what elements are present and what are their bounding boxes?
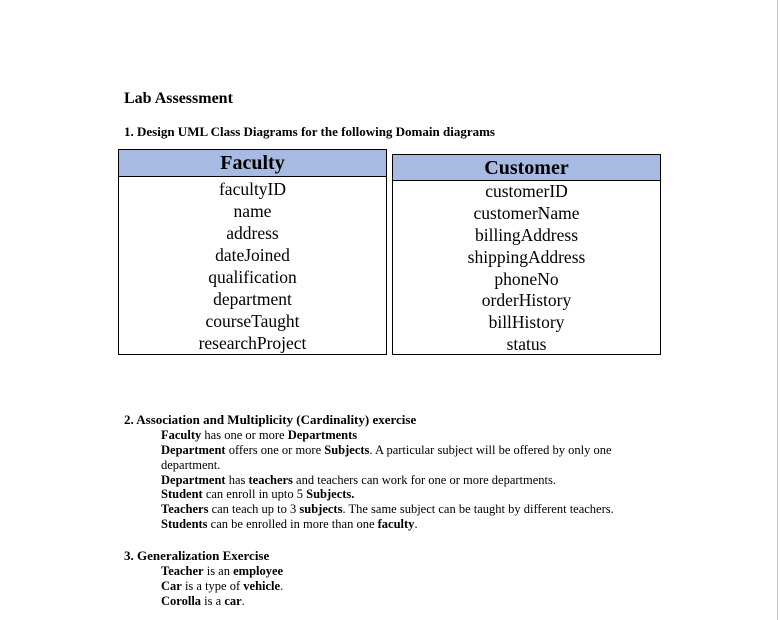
- association-line-5: [161, 502, 614, 517]
- generalization-line-1: [161, 564, 283, 579]
- customer-class-name: Customer: [393, 155, 660, 181]
- faculty-attribute: qualification: [208, 267, 297, 287]
- customer-attribute: orderHistory: [481, 290, 572, 311]
- bold-term: Subjects.: [306, 487, 355, 501]
- bold-term: teachers: [248, 473, 293, 487]
- customer-attribute: customerName: [473, 202, 580, 223]
- bold-term: Teacher: [161, 564, 204, 578]
- faculty-attribute: department: [213, 289, 292, 309]
- bold-term: car: [224, 594, 242, 608]
- association-line-2-continued: [161, 458, 220, 473]
- plain-text: can be enrolled in more than one: [207, 517, 378, 531]
- plain-text: is a: [201, 594, 225, 608]
- plain-text: is a type of: [181, 579, 244, 593]
- association-line-6: [161, 517, 418, 532]
- plain-text: can teach up to 3: [208, 502, 300, 516]
- bold-term: vehicle: [243, 579, 281, 593]
- plain-text: is an: [203, 564, 234, 578]
- bold-term: faculty: [377, 517, 415, 531]
- customer-class-diagram: [392, 154, 661, 355]
- bold-term: Teachers: [161, 502, 209, 516]
- plain-text: . The same subject can be taught by different teachers.: [342, 502, 614, 516]
- plain-text: .: [241, 594, 245, 608]
- faculty-attribute: address: [226, 223, 279, 243]
- faculty-class-name: Faculty: [119, 150, 386, 177]
- generalization-line-2: [161, 579, 283, 594]
- bold-term: Corolla: [161, 594, 202, 608]
- bold-term: subjects: [299, 502, 343, 516]
- bold-term: Subjects: [324, 443, 370, 457]
- bold-term: employee: [233, 564, 284, 578]
- plain-text: department.: [161, 458, 221, 472]
- customer-attribute: phoneNo: [494, 268, 559, 289]
- plain-text: has one or more: [201, 428, 288, 442]
- bold-term: Student: [161, 487, 203, 501]
- faculty-class-diagram: [118, 149, 387, 355]
- faculty-attribute-list: [119, 177, 386, 354]
- association-line-2: [161, 443, 612, 458]
- association-line-3: [161, 473, 556, 488]
- plain-text: and teachers can work for one or more departments.: [292, 473, 557, 487]
- section-3-heading: 3. Generalization Exercise: [124, 548, 270, 563]
- document-title: Lab Assessment: [124, 90, 233, 107]
- customer-attribute: status: [506, 334, 547, 355]
- association-line-4: [161, 487, 354, 502]
- customer-attribute: billingAddress: [474, 224, 579, 245]
- page-edge-line: [777, 0, 778, 620]
- plain-text: offers one or more: [225, 443, 325, 457]
- plain-text: .: [280, 579, 284, 593]
- bold-term: Departments: [287, 428, 358, 442]
- bold-term: Department: [161, 473, 226, 487]
- bold-term: Students: [161, 517, 208, 531]
- customer-attribute: billHistory: [488, 312, 565, 333]
- section-2-heading: 2. Association and Multiplicity (Cardinality) exercise: [124, 412, 417, 427]
- bold-term: Department: [161, 443, 226, 457]
- association-line-1: [161, 428, 357, 443]
- faculty-attribute: facultyID: [218, 179, 287, 199]
- customer-attribute-list: [393, 181, 660, 356]
- faculty-attribute: researchProject: [198, 333, 307, 353]
- generalization-line-3: [161, 594, 245, 609]
- plain-text: .: [414, 517, 418, 531]
- customer-attribute: shippingAddress: [467, 246, 586, 267]
- bold-term: Car: [161, 579, 182, 593]
- faculty-attribute: dateJoined: [215, 245, 290, 265]
- faculty-attribute: courseTaught: [205, 311, 300, 331]
- bold-term: Faculty: [161, 428, 202, 442]
- plain-text: . A particular subject will be offered by only one: [369, 443, 612, 457]
- plain-text: has: [225, 473, 249, 487]
- question-1-heading: 1. Design UML Class Diagrams for the following Domain diagrams: [124, 124, 495, 139]
- customer-attribute: customerID: [485, 181, 568, 201]
- faculty-attribute: name: [233, 201, 272, 221]
- plain-text: can enroll in upto 5: [202, 487, 307, 501]
